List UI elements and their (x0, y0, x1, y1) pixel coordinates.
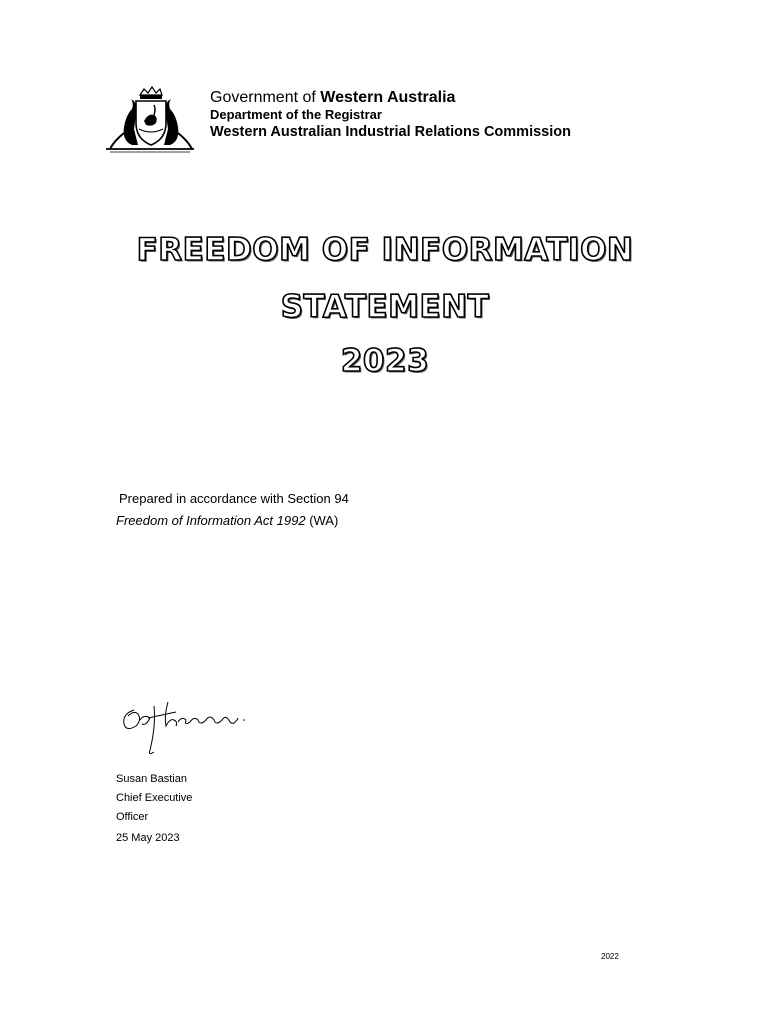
handwritten-signature (114, 696, 254, 758)
signature-date: 25 May 2023 (116, 832, 180, 844)
act-name: Freedom of Information Act 1992 (116, 513, 306, 528)
signatory-role-line-2: Officer (116, 811, 149, 823)
title-year: 2023 (340, 343, 430, 379)
signatory-name: Susan Bastian (116, 773, 187, 785)
organisation-header (210, 89, 571, 141)
government-prefix: Government of (210, 89, 316, 106)
act-jurisdiction: (WA) (309, 513, 339, 528)
prepared-statement: Prepared in accordance with Section 94 (119, 491, 349, 506)
act-reference (116, 513, 338, 528)
signatory-role-line-1: Chief Executive (116, 792, 193, 804)
commission-name: Western Australian Industrial Relations Commission (210, 124, 571, 140)
signatory-block (116, 770, 192, 827)
government-state: Western Australia (320, 89, 456, 106)
title-line-1: FREEDOM OF INFORMATION (136, 232, 634, 268)
coat-of-arms-icon (104, 85, 196, 155)
department-name: Department of the Registrar (210, 107, 382, 122)
government-line (210, 89, 571, 106)
title-line-2: STATEMENT (280, 289, 490, 325)
footer-year: 2022 (601, 952, 619, 961)
